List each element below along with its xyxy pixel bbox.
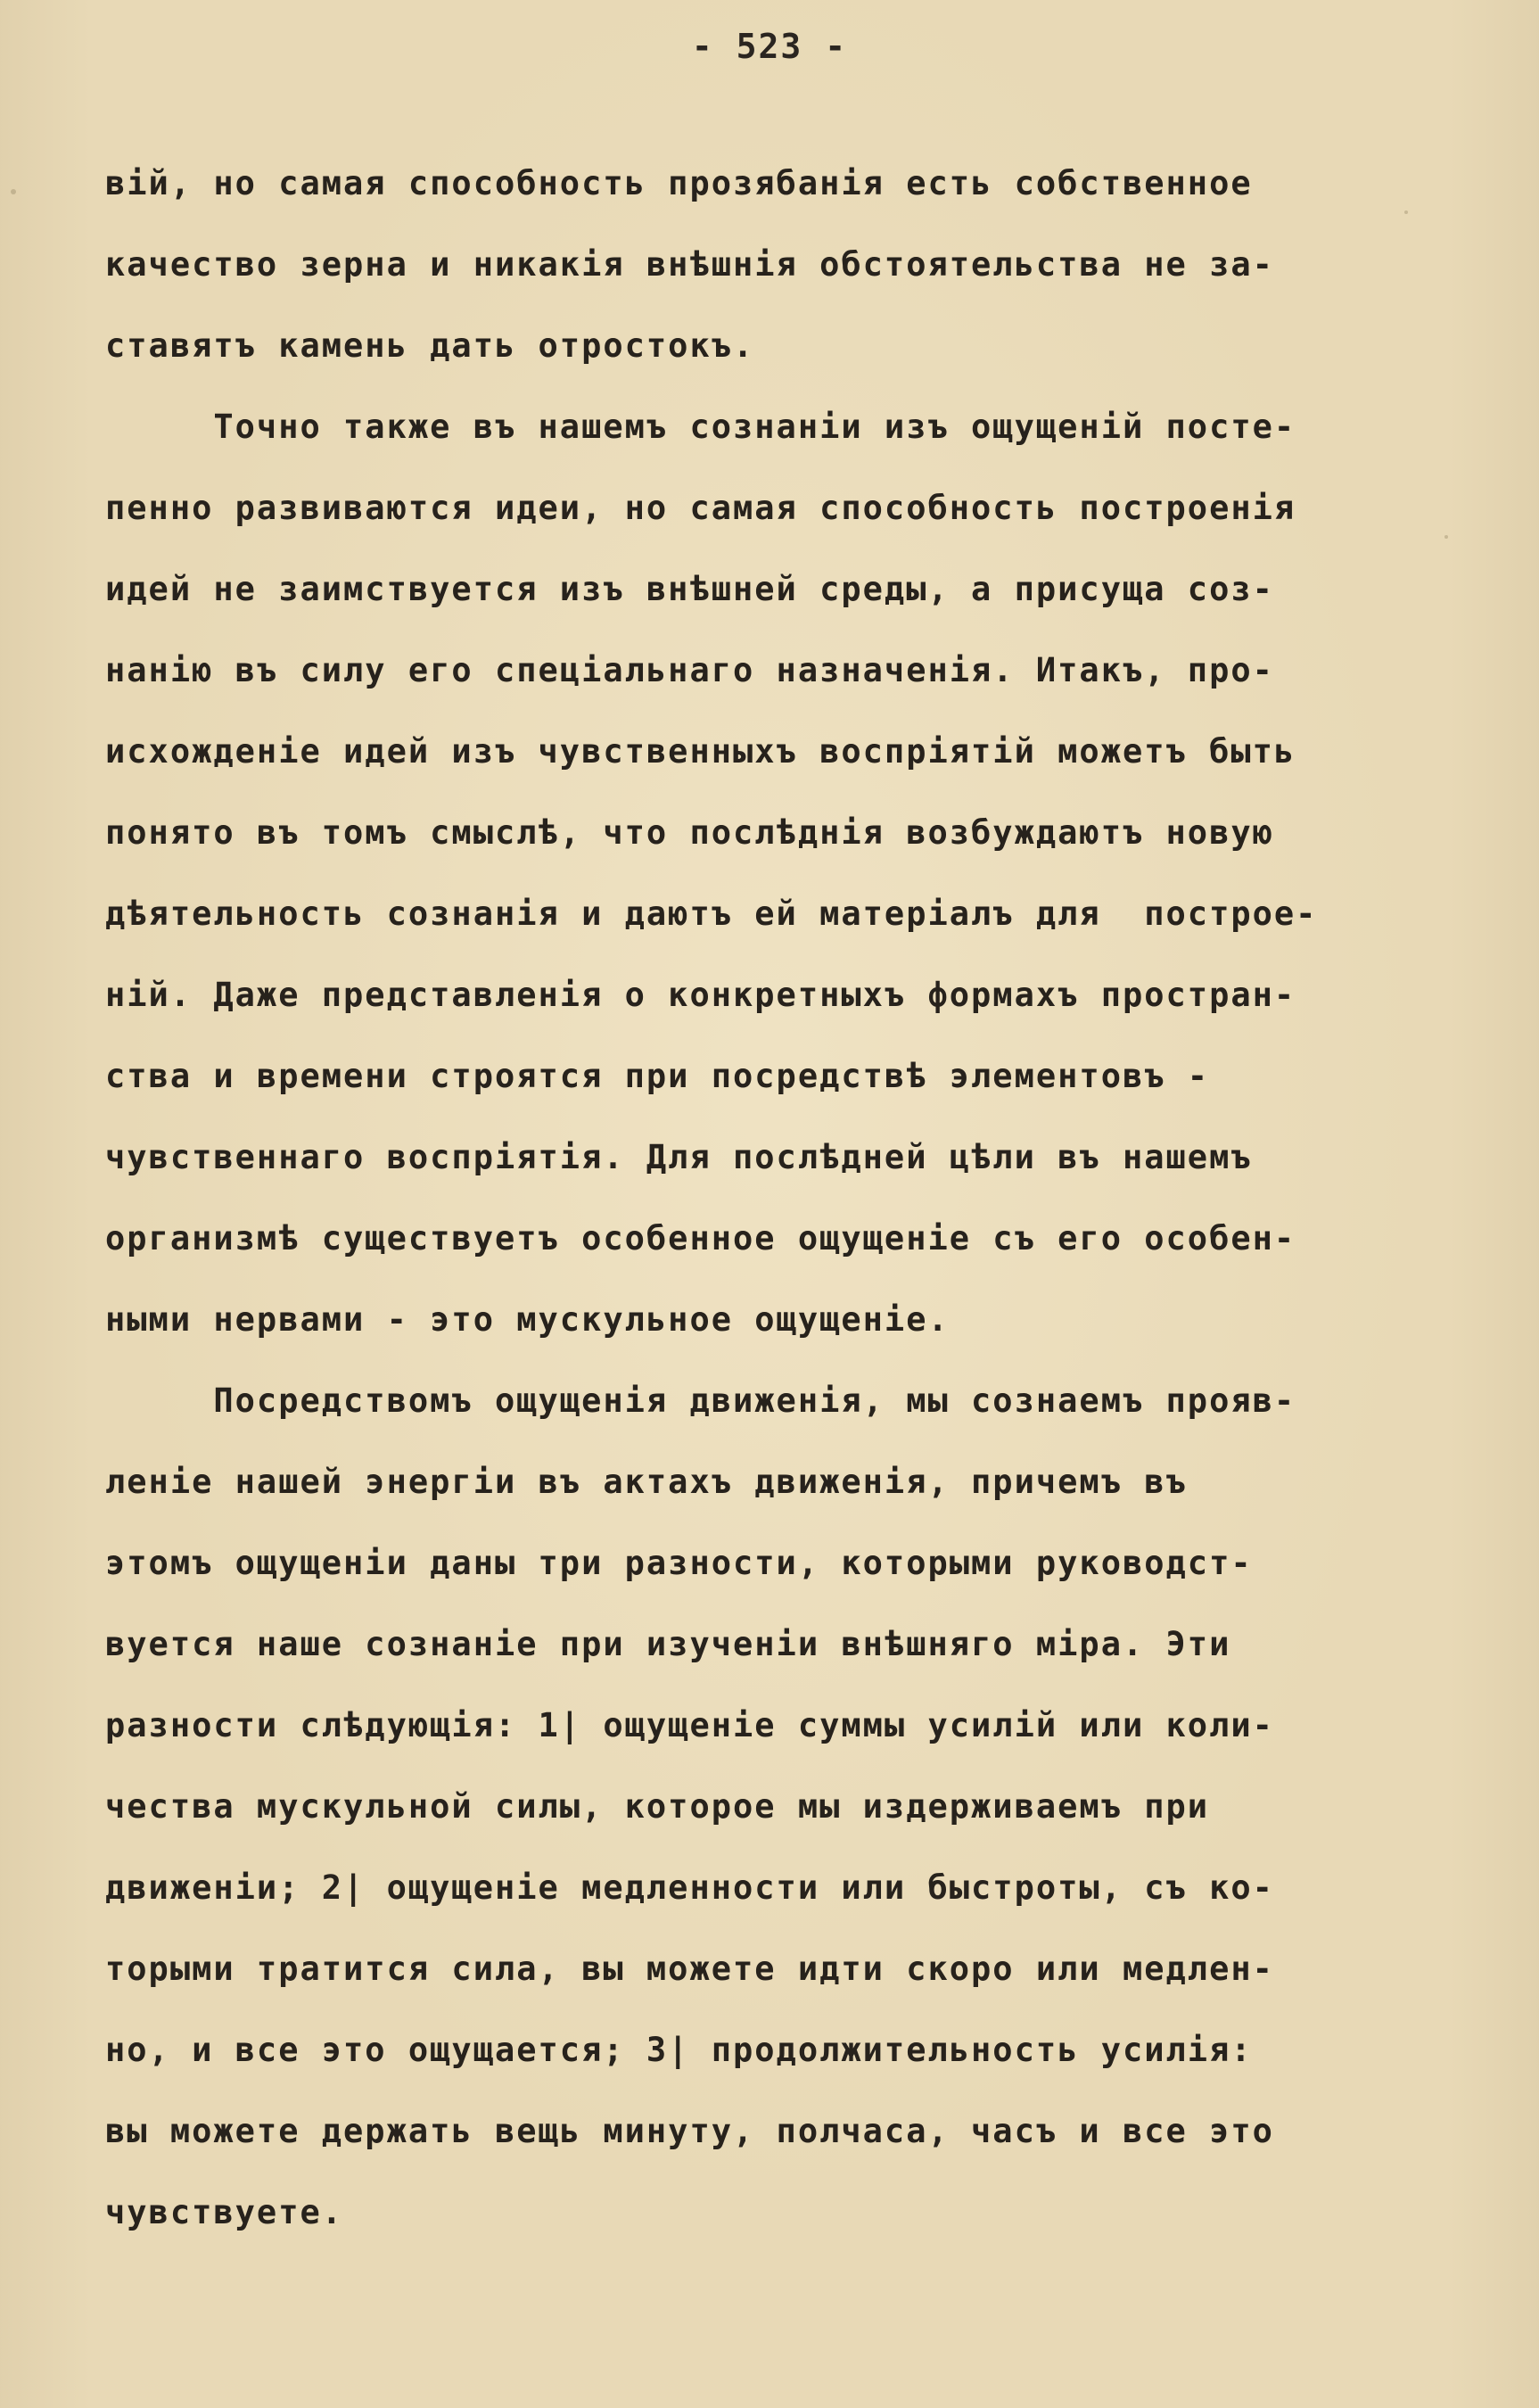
text-line: но, и все это ощущается; 3| продолжительность усилія: — [105, 2031, 1253, 2069]
text-line: чувствуете. — [105, 2193, 344, 2231]
text-line: организмѣ существуетъ особенное ощущеніе съ его особен- — [105, 1219, 1296, 1258]
text-line: исхожденіе идей изъ чувственныхъ воспріятій можетъ быть — [105, 732, 1296, 771]
text-line: нанію въ силу его спеціальнаго назначенія. Итакъ, про- — [105, 651, 1274, 689]
text-line: ными нервами - это мускульное ощущеніе. — [105, 1300, 950, 1339]
text-line: дѣятельность сознанія и даютъ ей матеріалъ для построе- — [105, 895, 1318, 933]
text-line: понято въ томъ смыслѣ, что послѣднія возбуждаютъ новую — [105, 813, 1274, 852]
paper-speck — [11, 189, 16, 194]
body-text — [105, 143, 1496, 2253]
text-line: вы можете держать вещь минуту, полчаса, часъ и все это — [105, 2112, 1274, 2150]
text-line: движеніи; 2| ощущеніе медленности или быстроты, съ ко- — [105, 1868, 1274, 1907]
text-line: леніе нашей энергіи въ актахъ движенія, причемъ въ — [105, 1463, 1188, 1501]
text-line: ства и времени строятся при посредствѣ элементовъ - — [105, 1057, 1210, 1095]
text-line: чувственнаго воспріятія. Для послѣдней цѣли въ нашемъ — [105, 1138, 1253, 1176]
text-line: пенно развиваются идеи, но самая способность построенія — [105, 489, 1296, 527]
text-line: вуется наше сознаніе при изученіи внѣшняго міра. Эти — [105, 1625, 1231, 1663]
text-line: торыми тратится сила, вы можете идти скоро или медлен- — [105, 1950, 1274, 1988]
text-line: Точно также въ нашемъ сознаніи изъ ощущеній посте- — [105, 408, 1296, 446]
text-line: идей не заимствуется изъ внѣшней среды, а присуща соз- — [105, 570, 1274, 608]
text-line: Посредствомъ ощущенія движенія, мы сознаемъ прояв- — [105, 1381, 1296, 1420]
text-line: чества мускульной силы, которое мы издерживаемъ при — [105, 1787, 1210, 1826]
text-line: этомъ ощущеніи даны три разности, которыми руководст- — [105, 1544, 1253, 1582]
page-number: - 523 - — [691, 27, 848, 66]
text-line: качество зерна и никакія внѣшнія обстоятельства не за- — [105, 245, 1274, 284]
text-line: вій, но самая способность прозябанія есть собственное — [105, 164, 1253, 202]
text-line: разности слѣдующія: 1| ощущеніе суммы усилій или коли- — [105, 1706, 1274, 1744]
text-line: ставятъ камень дать отростокъ. — [105, 326, 755, 365]
text-line: ній. Даже представленія о конкретныхъ формахъ простран- — [105, 976, 1296, 1014]
